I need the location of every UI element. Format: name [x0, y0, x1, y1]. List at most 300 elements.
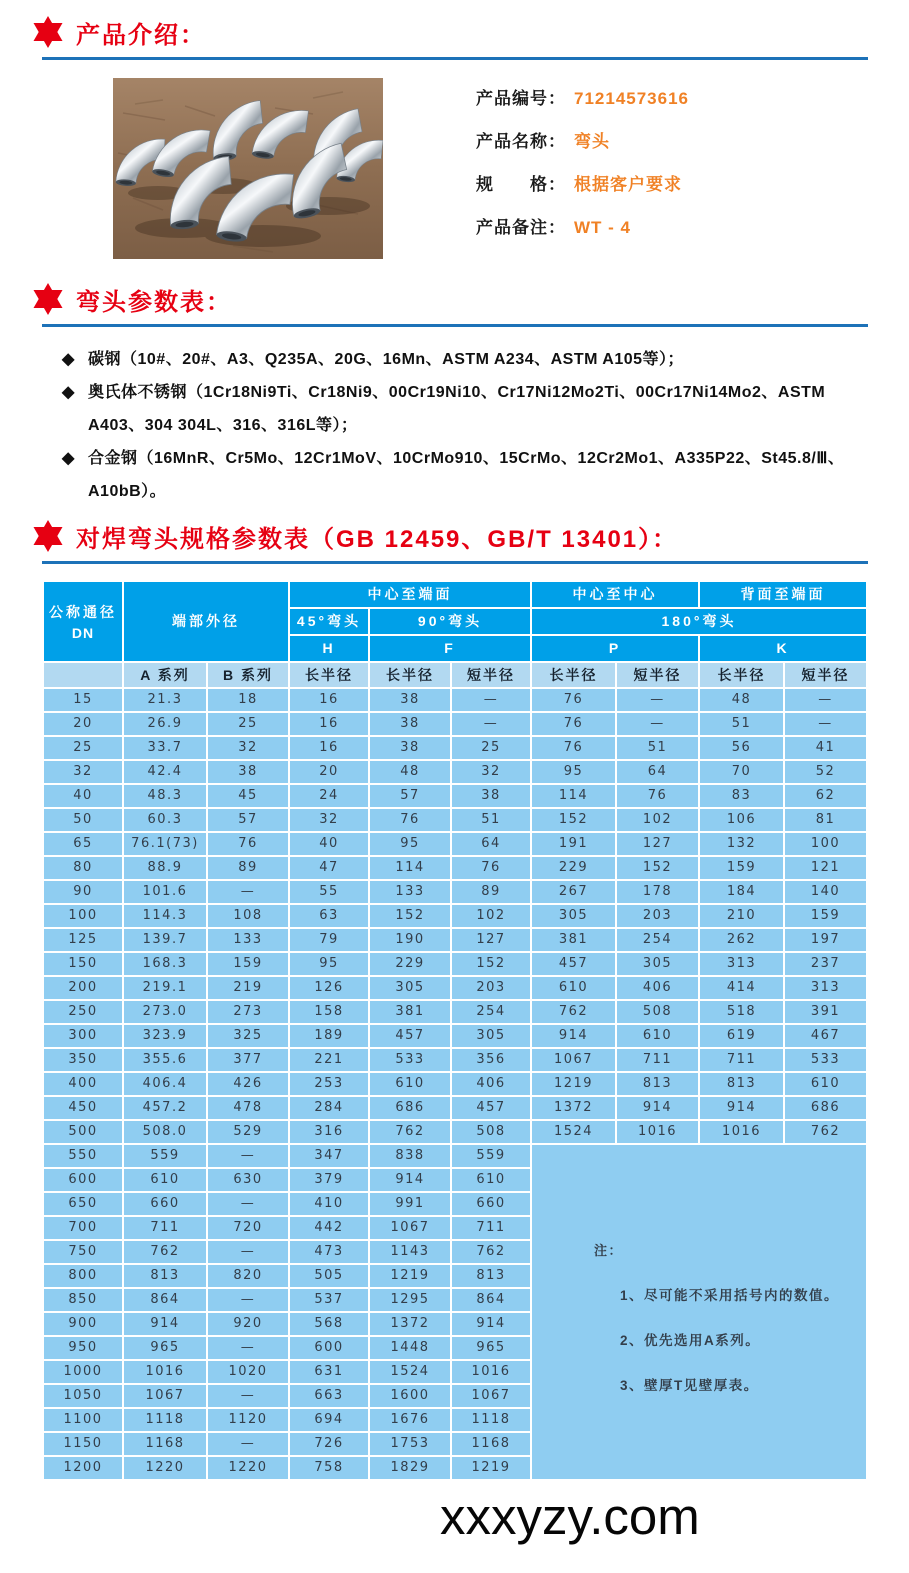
table-cell: 127 — [616, 832, 699, 856]
table-cell: 1295 — [369, 1288, 451, 1312]
table-cell: 537 — [289, 1288, 369, 1312]
table-cell: 1050 — [43, 1384, 123, 1408]
table-cell: 1220 — [207, 1456, 289, 1480]
diamond-icon: ◆ — [62, 351, 75, 368]
notes-title: 注： — [594, 1243, 624, 1258]
table-cell: 457 — [369, 1024, 451, 1048]
table-cell: 56 — [699, 736, 784, 760]
table-cell: 106 — [699, 808, 784, 832]
table-cell: 864 — [123, 1288, 207, 1312]
subheader-cell: 长半径 — [289, 662, 369, 688]
table-cell: 820 — [207, 1264, 289, 1288]
table-cell: 914 — [369, 1168, 451, 1192]
table-cell: 15 — [43, 688, 123, 712]
table-cell: 219 — [207, 976, 289, 1000]
table-cell: 750 — [43, 1240, 123, 1264]
table-cell: 1000 — [43, 1360, 123, 1384]
table-cell: 350 — [43, 1048, 123, 1072]
table-cell: 133 — [369, 880, 451, 904]
table-cell: 1219 — [531, 1072, 616, 1096]
table-cell: 38 — [451, 784, 531, 808]
table-cell: 168.3 — [123, 952, 207, 976]
table-cell: 126 — [289, 976, 369, 1000]
table-cell: 650 — [43, 1192, 123, 1216]
table-cell: 89 — [451, 880, 531, 904]
star-icon — [30, 281, 66, 317]
table-cell: 95 — [531, 760, 616, 784]
table-cell: 838 — [369, 1144, 451, 1168]
table-cell: 381 — [531, 928, 616, 952]
table-cell: 121 — [784, 856, 867, 880]
subheader-cell: 长半径 — [369, 662, 451, 688]
table-row — [43, 784, 867, 808]
table-cell: 95 — [289, 952, 369, 976]
bullet-text: 碳钢（10#、20#、A3、Q235A、20G、16Mn、ASTM A234、ASTM A105等）； — [88, 351, 685, 368]
section-intro-title: 产品介绍： — [76, 21, 206, 49]
table-cell: 152 — [616, 856, 699, 880]
material-item — [62, 442, 857, 508]
table-cell: — — [784, 688, 867, 712]
diamond-icon: ◆ — [62, 384, 75, 401]
table-cell: — — [207, 1336, 289, 1360]
table-cell: 62 — [784, 784, 867, 808]
subheader-cell: 长半径 — [531, 662, 616, 688]
table-cell: 762 — [369, 1120, 451, 1144]
table-row — [43, 712, 867, 736]
spec-table-body — [43, 688, 867, 1480]
table-cell: 660 — [123, 1192, 207, 1216]
watermark: xxxyzy.com — [440, 1488, 700, 1545]
product-field — [476, 213, 689, 256]
product-photo — [113, 78, 383, 259]
table-cell: 33.7 — [123, 736, 207, 760]
table-cell: 57 — [207, 808, 289, 832]
table-cell: 76.1(73) — [123, 832, 207, 856]
table-cell: 203 — [616, 904, 699, 928]
divider-line — [42, 561, 868, 564]
table-cell: 237 — [784, 952, 867, 976]
table-cell: 38 — [207, 760, 289, 784]
table-cell: 711 — [123, 1216, 207, 1240]
table-cell: — — [207, 880, 289, 904]
table-row — [43, 928, 867, 952]
table-cell: 533 — [784, 1048, 867, 1072]
table-cell: 20 — [43, 712, 123, 736]
table-cell: 76 — [207, 832, 289, 856]
table-cell: 63 — [289, 904, 369, 928]
table-cell: 90 — [43, 880, 123, 904]
table-cell: 1219 — [451, 1456, 531, 1480]
table-cell: 250 — [43, 1000, 123, 1024]
table-cell: 356 — [451, 1048, 531, 1072]
table-cell: 190 — [369, 928, 451, 952]
th-center-to-face: 中心至端面 — [289, 581, 531, 608]
table-cell: 991 — [369, 1192, 451, 1216]
field-label: 产品备注： — [476, 218, 566, 237]
table-cell: — — [207, 1288, 289, 1312]
table-cell: 1372 — [531, 1096, 616, 1120]
table-row — [43, 976, 867, 1000]
table-cell: 152 — [369, 904, 451, 928]
table-cell: 178 — [616, 880, 699, 904]
table-cell: 229 — [369, 952, 451, 976]
table-cell: 559 — [451, 1144, 531, 1168]
table-cell: 32 — [289, 808, 369, 832]
bullet-text: 合金钢（16MnR、Cr5Mo、12Cr1MoV、10CrMo910、15CrMo、12Cr2Mo1、A335P22、St45.8/Ⅲ、A10bB）。 — [88, 450, 845, 500]
table-cell: 355.6 — [123, 1048, 207, 1072]
table-row — [43, 856, 867, 880]
table-cell: 450 — [43, 1096, 123, 1120]
table-cell: 51 — [451, 808, 531, 832]
table-cell: 18 — [207, 688, 289, 712]
table-cell: 60.3 — [123, 808, 207, 832]
table-cell: 379 — [289, 1168, 369, 1192]
section-spec-header — [30, 516, 909, 556]
material-list — [62, 343, 857, 508]
table-cell: 1448 — [369, 1336, 451, 1360]
table-cell: 313 — [699, 952, 784, 976]
table-cell: 914 — [451, 1312, 531, 1336]
table-cell: — — [616, 688, 699, 712]
table-cell: 813 — [451, 1264, 531, 1288]
table-cell: 76 — [616, 784, 699, 808]
table-cell: 305 — [451, 1024, 531, 1048]
section-intro-header — [30, 12, 909, 52]
table-cell: 920 — [207, 1312, 289, 1336]
table-cell: 1067 — [369, 1216, 451, 1240]
table-cell: 762 — [451, 1240, 531, 1264]
table-cell: 457.2 — [123, 1096, 207, 1120]
table-cell: — — [207, 1432, 289, 1456]
table-cell: 81 — [784, 808, 867, 832]
table-cell: 1016 — [123, 1360, 207, 1384]
table-cell: 133 — [207, 928, 289, 952]
table-cell: — — [207, 1240, 289, 1264]
subheader-cell: 短半径 — [616, 662, 699, 688]
table-cell: 1118 — [451, 1408, 531, 1432]
table-cell: 473 — [289, 1240, 369, 1264]
table-cell: 221 — [289, 1048, 369, 1072]
table-cell: 16 — [289, 712, 369, 736]
table-cell: 1143 — [369, 1240, 451, 1264]
table-cell: 273.0 — [123, 1000, 207, 1024]
table-cell: 1100 — [43, 1408, 123, 1432]
table-cell: 83 — [699, 784, 784, 808]
table-cell: 508.0 — [123, 1120, 207, 1144]
table-cell: 203 — [451, 976, 531, 1000]
table-cell: 630 — [207, 1168, 289, 1192]
th-back-to-face: 背面至端面 — [699, 581, 867, 608]
table-cell: 152 — [531, 808, 616, 832]
table-cell: 64 — [616, 760, 699, 784]
table-cell: 102 — [616, 808, 699, 832]
table-cell: 813 — [616, 1072, 699, 1096]
table-cell: 76 — [531, 712, 616, 736]
table-cell: 100 — [784, 832, 867, 856]
table-cell: 55 — [289, 880, 369, 904]
th-p: P — [531, 635, 699, 662]
table-cell: 1676 — [369, 1408, 451, 1432]
table-cell: 101.6 — [123, 880, 207, 904]
table-cell: 406.4 — [123, 1072, 207, 1096]
table-cell: 150 — [43, 952, 123, 976]
table-cell: 1372 — [369, 1312, 451, 1336]
table-cell: 100 — [43, 904, 123, 928]
table-row — [43, 1120, 867, 1144]
bullet-text: 奥氏体不锈钢（1Cr18Ni9Ti、Cr18Ni9、00Cr19Ni10、Cr17Ni12Mo2Ti、00Cr17Ni14Mo2、ASTM A403、304 304L、316、316L等）； — [88, 384, 826, 434]
table-cell: 323.9 — [123, 1024, 207, 1048]
table-cell: 414 — [699, 976, 784, 1000]
table-cell: 262 — [699, 928, 784, 952]
table-cell: — — [616, 712, 699, 736]
table-cell: 89 — [207, 856, 289, 880]
th-f: F — [369, 635, 531, 662]
table-cell: 1067 — [451, 1384, 531, 1408]
table-cell: 26.9 — [123, 712, 207, 736]
table-cell: 610 — [123, 1168, 207, 1192]
table-cell: 1220 — [123, 1456, 207, 1480]
field-value: 71214573616 — [574, 89, 690, 108]
table-cell: 305 — [531, 904, 616, 928]
table-cell: 610 — [531, 976, 616, 1000]
th-end-od: 端部外径 — [123, 581, 289, 662]
table-cell: 76 — [369, 808, 451, 832]
note-item: 3、壁厚T见壁厚表。 — [620, 1378, 759, 1393]
table-row — [43, 760, 867, 784]
field-value: 弯头 — [574, 132, 610, 151]
table-cell: 159 — [784, 904, 867, 928]
table-cell: 79 — [289, 928, 369, 952]
th-h: H — [289, 635, 369, 662]
table-cell: 631 — [289, 1360, 369, 1384]
table-cell: 38 — [369, 712, 451, 736]
divider-line — [42, 324, 868, 327]
table-cell: 660 — [451, 1192, 531, 1216]
table-cell: 610 — [369, 1072, 451, 1096]
table-cell: 210 — [699, 904, 784, 928]
th-elbow90: 90°弯头 — [369, 608, 531, 635]
table-cell: 900 — [43, 1312, 123, 1336]
table-row — [43, 1048, 867, 1072]
note-item: 1、尽可能不采用括号内的数值。 — [620, 1288, 840, 1303]
table-cell: 1120 — [207, 1408, 289, 1432]
material-item — [62, 376, 857, 442]
table-cell: 426 — [207, 1072, 289, 1096]
table-cell: 711 — [616, 1048, 699, 1072]
table-cell: 478 — [207, 1096, 289, 1120]
table-cell: 40 — [289, 832, 369, 856]
table-cell: 1168 — [123, 1432, 207, 1456]
table-cell: 1016 — [699, 1120, 784, 1144]
table-cell: 45 — [207, 784, 289, 808]
table-cell: 758 — [289, 1456, 369, 1480]
table-cell: 686 — [784, 1096, 867, 1120]
table-cell: 1016 — [451, 1360, 531, 1384]
table-cell: 47 — [289, 856, 369, 880]
table-cell: — — [784, 712, 867, 736]
table-cell: 619 — [699, 1024, 784, 1048]
table-cell: 694 — [289, 1408, 369, 1432]
field-value: 根据客户要求 — [574, 175, 682, 194]
table-row — [43, 952, 867, 976]
star-icon — [30, 518, 66, 554]
table-notes — [531, 1144, 867, 1480]
subheader-cell: 短半径 — [451, 662, 531, 688]
table-cell: 32 — [207, 736, 289, 760]
table-cell: 25 — [43, 736, 123, 760]
table-cell: — — [207, 1144, 289, 1168]
table-cell: 127 — [451, 928, 531, 952]
table-cell: 48.3 — [123, 784, 207, 808]
table-cell: 41 — [784, 736, 867, 760]
table-cell: 70 — [699, 760, 784, 784]
table-cell: 505 — [289, 1264, 369, 1288]
table-row — [43, 1024, 867, 1048]
table-cell: 20 — [289, 760, 369, 784]
diamond-icon: ◆ — [62, 450, 75, 467]
table-cell: 600 — [43, 1168, 123, 1192]
table-cell: 813 — [699, 1072, 784, 1096]
table-cell: 1829 — [369, 1456, 451, 1480]
table-cell: 300 — [43, 1024, 123, 1048]
table-cell: 139.7 — [123, 928, 207, 952]
table-cell: 610 — [451, 1168, 531, 1192]
table-cell: 76 — [451, 856, 531, 880]
table-cell: 200 — [43, 976, 123, 1000]
table-cell: 16 — [289, 688, 369, 712]
table-cell: 1067 — [123, 1384, 207, 1408]
field-label: 产品名称： — [476, 132, 566, 151]
table-cell: 686 — [369, 1096, 451, 1120]
table-cell: 48 — [699, 688, 784, 712]
table-cell: 65 — [43, 832, 123, 856]
table-cell: 52 — [784, 760, 867, 784]
table-cell: 76 — [531, 688, 616, 712]
table-cell: 51 — [699, 712, 784, 736]
table-row — [43, 688, 867, 712]
table-cell: 32 — [451, 760, 531, 784]
table-cell: 700 — [43, 1216, 123, 1240]
table-cell: 219.1 — [123, 976, 207, 1000]
table-cell: 284 — [289, 1096, 369, 1120]
table-row — [43, 736, 867, 760]
table-cell: 550 — [43, 1144, 123, 1168]
table-row — [43, 880, 867, 904]
table-cell: 467 — [784, 1024, 867, 1048]
table-cell: 377 — [207, 1048, 289, 1072]
table-cell: 42.4 — [123, 760, 207, 784]
table-cell: 720 — [207, 1216, 289, 1240]
table-cell: 1524 — [531, 1120, 616, 1144]
field-value: WT - 4 — [574, 218, 631, 237]
table-cell: 108 — [207, 904, 289, 928]
product-field — [476, 127, 689, 170]
table-cell: 25 — [451, 736, 531, 760]
table-cell: 48 — [369, 760, 451, 784]
table-cell: 711 — [451, 1216, 531, 1240]
table-cell: 391 — [784, 1000, 867, 1024]
table-cell: 726 — [289, 1432, 369, 1456]
product-fields — [476, 78, 689, 259]
table-cell: 518 — [699, 1000, 784, 1024]
table-cell: 1524 — [369, 1360, 451, 1384]
subheader-cell: 短半径 — [784, 662, 867, 688]
table-cell: 1168 — [451, 1432, 531, 1456]
table-cell: 305 — [616, 952, 699, 976]
table-cell: 184 — [699, 880, 784, 904]
table-cell: 76 — [531, 736, 616, 760]
divider-line — [42, 57, 868, 60]
table-cell: 914 — [123, 1312, 207, 1336]
table-cell: 864 — [451, 1288, 531, 1312]
table-row — [43, 904, 867, 928]
table-cell: 610 — [616, 1024, 699, 1048]
table-cell: 457 — [451, 1096, 531, 1120]
table-row — [43, 1072, 867, 1096]
table-cell: 189 — [289, 1024, 369, 1048]
table-cell: 600 — [289, 1336, 369, 1360]
table-cell: 457 — [531, 952, 616, 976]
table-cell: 914 — [616, 1096, 699, 1120]
table-cell: 762 — [531, 1000, 616, 1024]
table-cell: 159 — [699, 856, 784, 880]
table-row — [43, 1144, 867, 1168]
table-cell: 559 — [123, 1144, 207, 1168]
section-params-header — [30, 279, 909, 319]
table-cell: 663 — [289, 1384, 369, 1408]
table-cell: 529 — [207, 1120, 289, 1144]
table-cell: — — [451, 712, 531, 736]
th-dn: 公称通径 DN — [43, 581, 123, 662]
field-label: 产品编号： — [476, 89, 566, 108]
table-cell: 1753 — [369, 1432, 451, 1456]
table-cell: 114 — [369, 856, 451, 880]
table-cell: 51 — [616, 736, 699, 760]
table-cell: 347 — [289, 1144, 369, 1168]
table-cell: 114 — [531, 784, 616, 808]
table-cell: 273 — [207, 1000, 289, 1024]
table-cell: 254 — [451, 1000, 531, 1024]
table-cell: 114.3 — [123, 904, 207, 928]
note-item: 2、优先选用A系列。 — [620, 1333, 761, 1348]
table-cell: 965 — [451, 1336, 531, 1360]
table-cell: 64 — [451, 832, 531, 856]
subheader-cell: 长半径 — [699, 662, 784, 688]
table-cell: — — [451, 688, 531, 712]
intro-content — [113, 78, 909, 259]
table-cell: 21.3 — [123, 688, 207, 712]
table-cell: 508 — [451, 1120, 531, 1144]
table-cell: 1067 — [531, 1048, 616, 1072]
table-cell: 914 — [531, 1024, 616, 1048]
table-cell: 254 — [616, 928, 699, 952]
th-k: K — [699, 635, 867, 662]
table-cell: 158 — [289, 1000, 369, 1024]
table-subheader-row — [43, 662, 867, 688]
table-cell: 950 — [43, 1336, 123, 1360]
subheader-cell — [43, 662, 123, 688]
table-cell: 762 — [784, 1120, 867, 1144]
table-cell: 24 — [289, 784, 369, 808]
table-cell: 1600 — [369, 1384, 451, 1408]
table-cell: 38 — [369, 688, 451, 712]
table-cell: 253 — [289, 1072, 369, 1096]
table-cell: 762 — [123, 1240, 207, 1264]
table-cell: 152 — [451, 952, 531, 976]
table-cell: 400 — [43, 1072, 123, 1096]
table-cell: 95 — [369, 832, 451, 856]
table-cell: 132 — [699, 832, 784, 856]
